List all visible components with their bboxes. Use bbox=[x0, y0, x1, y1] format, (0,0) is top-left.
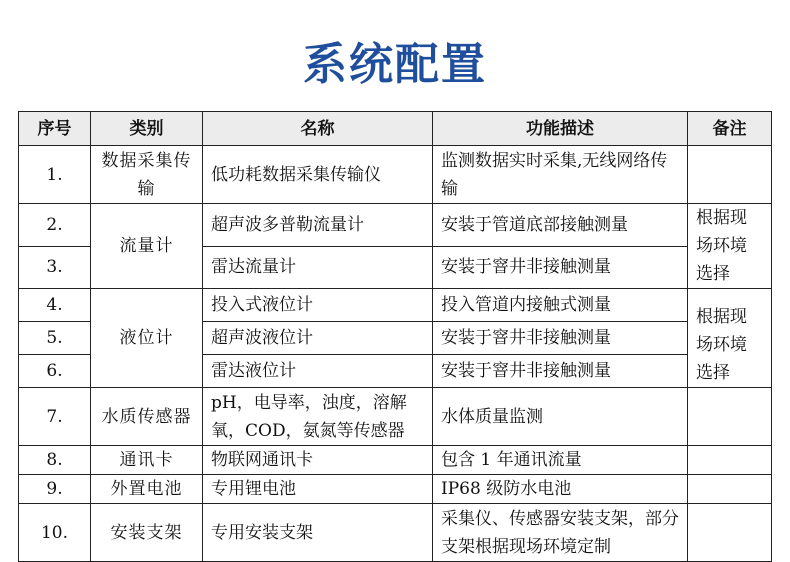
cell-note: 根据现场环境选择 bbox=[688, 204, 772, 289]
table-row bbox=[19, 289, 772, 322]
cell-no: 4. bbox=[19, 289, 91, 322]
cell-category: 通讯卡 bbox=[91, 446, 203, 475]
cell-no: 3. bbox=[19, 246, 91, 289]
cell-name: 物联网通讯卡 bbox=[203, 446, 433, 475]
cell-name: 超声波液位计 bbox=[203, 322, 433, 355]
cell-desc: 安装于窨井非接触测量 bbox=[433, 355, 688, 388]
table-header-row bbox=[19, 112, 772, 146]
cell-desc: 水体质量监测 bbox=[433, 388, 688, 446]
cell-name: pH，电导率，浊度，溶解氧，COD，氨氮等传感器 bbox=[203, 388, 433, 446]
cell-note bbox=[688, 388, 772, 446]
header-no: 序号 bbox=[19, 112, 91, 146]
header-category: 类别 bbox=[91, 112, 203, 146]
cell-no: 8. bbox=[19, 446, 91, 475]
cell-note bbox=[688, 446, 772, 475]
cell-desc: 安装于窨井非接触测量 bbox=[433, 322, 688, 355]
cell-no: 10. bbox=[19, 504, 91, 562]
cell-note: 根据现场环境选择 bbox=[688, 289, 772, 388]
cell-desc: 投入管道内接触式测量 bbox=[433, 289, 688, 322]
header-note: 备注 bbox=[688, 112, 772, 146]
cell-no: 2. bbox=[19, 204, 91, 247]
table-row bbox=[19, 204, 772, 247]
header-name: 名称 bbox=[203, 112, 433, 146]
cell-name: 雷达流量计 bbox=[203, 246, 433, 289]
cell-category: 外置电池 bbox=[91, 475, 203, 504]
table-row bbox=[19, 388, 772, 446]
cell-name: 低功耗数据采集传输仪 bbox=[203, 146, 433, 204]
cell-name: 雷达液位计 bbox=[203, 355, 433, 388]
table-row bbox=[19, 475, 772, 504]
cell-category: 安装支架 bbox=[91, 504, 203, 562]
cell-desc: 安装于管道底部接触测量 bbox=[433, 204, 688, 247]
cell-no: 6. bbox=[19, 355, 91, 388]
cell-desc: 监测数据实时采集,无线网络传输 bbox=[433, 146, 688, 204]
cell-name: 专用锂电池 bbox=[203, 475, 433, 504]
cell-no: 5. bbox=[19, 322, 91, 355]
cell-no: 7. bbox=[19, 388, 91, 446]
cell-category: 流量计 bbox=[91, 204, 203, 289]
cell-no: 9. bbox=[19, 475, 91, 504]
cell-name: 投入式液位计 bbox=[203, 289, 433, 322]
page-title: 系统配置 bbox=[303, 39, 487, 90]
cell-note bbox=[688, 146, 772, 204]
cell-desc: IP68 级防水电池 bbox=[433, 475, 688, 504]
cell-no: 1. bbox=[19, 146, 91, 204]
header-desc: 功能描述 bbox=[433, 112, 688, 146]
cell-category: 水质传感器 bbox=[91, 388, 203, 446]
cell-note bbox=[688, 475, 772, 504]
cell-category: 液位计 bbox=[91, 289, 203, 388]
table-row bbox=[19, 446, 772, 475]
cell-name: 专用安装支架 bbox=[203, 504, 433, 562]
cell-desc: 安装于窨井非接触测量 bbox=[433, 246, 688, 289]
cell-name: 超声波多普勒流量计 bbox=[203, 204, 433, 247]
system-config-table bbox=[18, 111, 772, 562]
cell-desc: 包含 1 年通讯流量 bbox=[433, 446, 688, 475]
cell-desc: 采集仪、传感器安装支架，部分支架根据现场环境定制 bbox=[433, 504, 688, 562]
table-row bbox=[19, 146, 772, 204]
cell-category: 数据采集传输 bbox=[91, 146, 203, 204]
